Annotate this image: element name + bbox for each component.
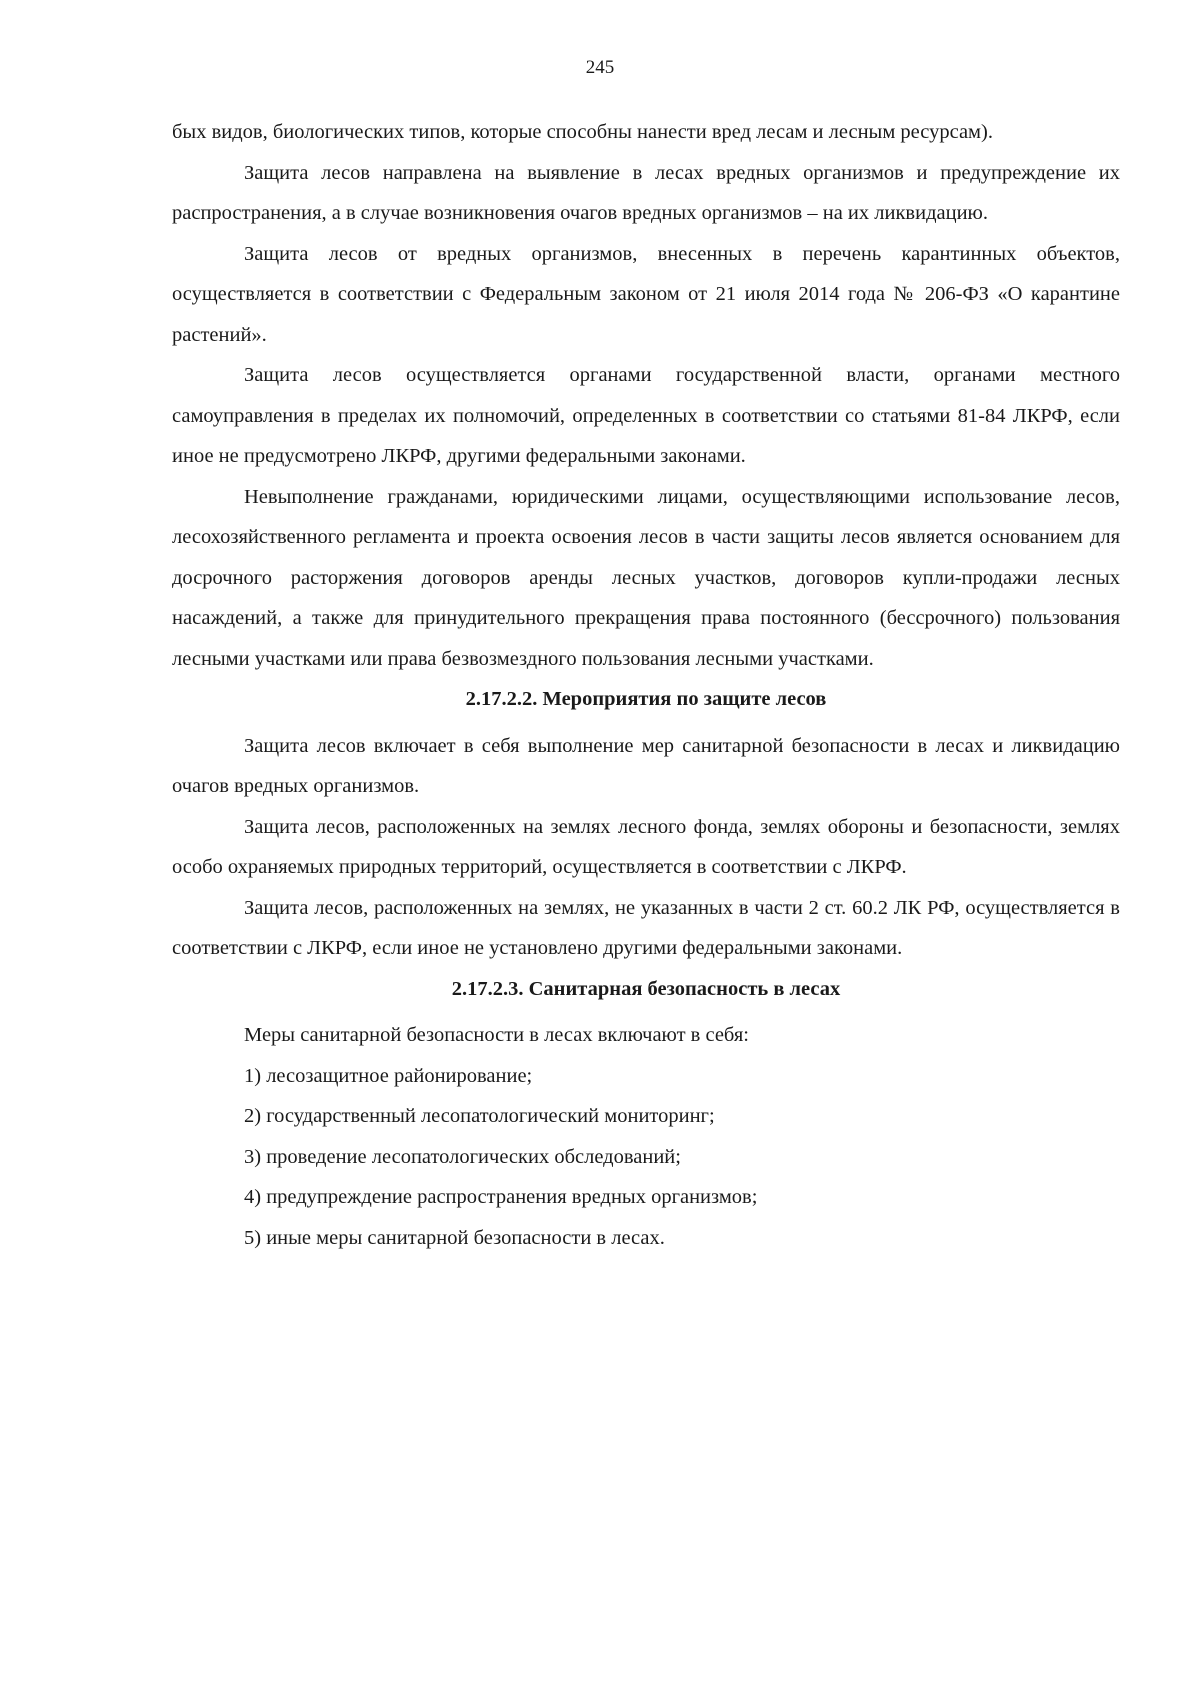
paragraph-continuation: бых видов, биологических типов, которые способны нанести вред лесам и лесным ресурсам).	[172, 121, 993, 143]
paragraph: Невыполнение гражданами, юридическими лицами, осуществляющими использование лесов, лесохозяйственного регламента и проекта освоения лесов в части защиты лесов является основанием для досрочного расторжения договоров аренды лесных участков, договоров купли-продажи лесных насаждений, а также для принудительного прекращения права постоянного (бессрочного) пользования лесными участками или права безвозмездного пользования лесными участками.	[172, 485, 1120, 670]
list-intro: Меры санитарной безопасности в лесах включают в себя:	[244, 1024, 749, 1046]
paragraph: Защита лесов, расположенных на землях, не указанных в части 2 ст. 60.2 ЛК РФ, осуществляется в соответствии с ЛКРФ, если иное не установлено другими федеральными законами.	[172, 896, 1120, 959]
paragraph: Защита лесов осуществляется органами государственной власти, органами местного самоуправления в пределах их полномочий, определенных в соответствии со статьями 81-84 ЛКРФ, если иное не предусмотрено ЛКРФ, другими федеральными законами.	[172, 364, 1120, 467]
section-heading-measures: 2.17.2.2. Мероприятия по защите лесов	[465, 688, 827, 710]
paragraph: Защита лесов, расположенных на землях лесного фонда, землях обороны и безопасности, землях особо охраняемых природных территорий, осуществляется в соответствии с ЛКРФ.	[172, 815, 1120, 878]
list-item: 2) государственный лесопатологический мониторинг;	[244, 1105, 715, 1127]
page-number: 245	[585, 57, 615, 78]
list-item: 4) предупреждение распространения вредных организмов;	[244, 1186, 758, 1208]
section-heading-sanitary-safety: 2.17.2.3. Санитарная безопасность в лесах	[451, 977, 841, 1000]
paragraph: Защита лесов направлена на выявление в лесах вредных организмов и предупреждение их распространения, а в случае возникновения очагов вредных организмов – на их ликвидацию.	[172, 161, 1120, 224]
list-item: 3) проведение лесопатологических обследований;	[244, 1145, 681, 1168]
list-item: 5) иные меры санитарной безопасности в лесах.	[244, 1226, 665, 1249]
list-item: 1) лесозащитное районирование;	[244, 1064, 533, 1087]
document-body	[172, 112, 1120, 1258]
paragraph: Защита лесов от вредных организмов, внесенных в перечень карантинных объектов, осуществляется в соответствии с Федеральным законом от 21 июля 2014 года № 206-ФЗ «О карантине растений».	[172, 242, 1120, 346]
paragraph: Защита лесов включает в себя выполнение мер санитарной безопасности в лесах и ликвидацию очагов вредных организмов.	[172, 734, 1120, 797]
